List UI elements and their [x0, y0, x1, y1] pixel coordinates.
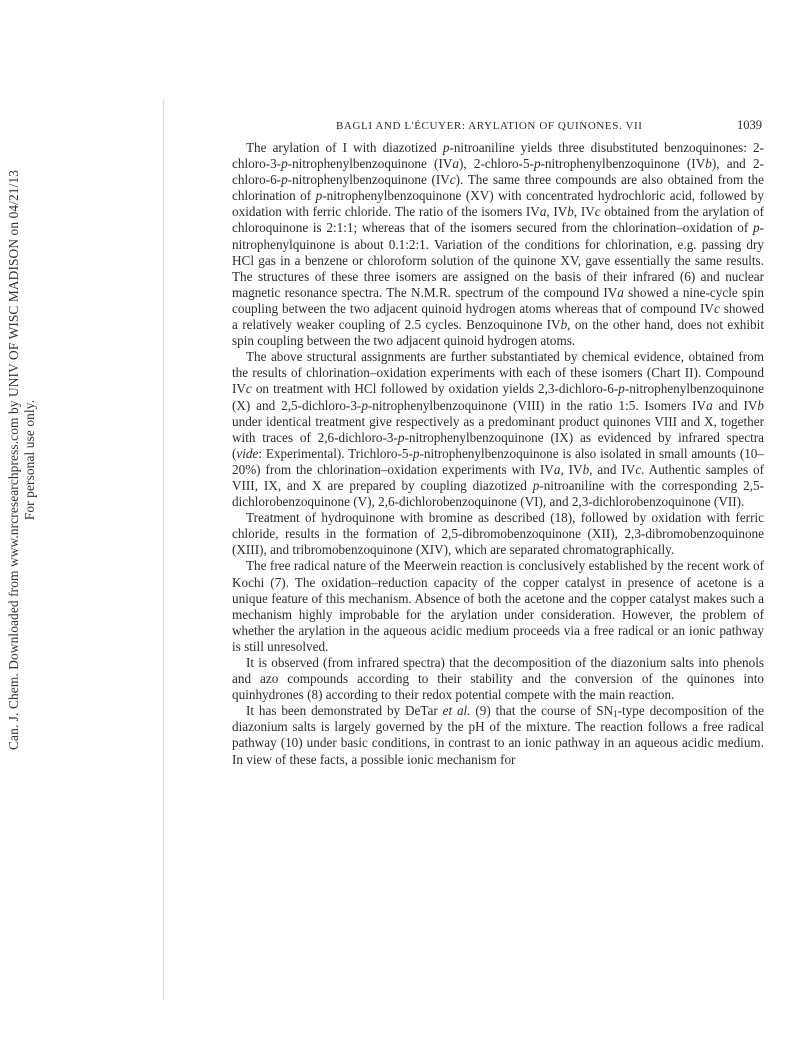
- paragraph: The above structural assignments are further substantiated by chemical evidence, obtained from the results of chlorination–oxidation experiments with each of these isomers (Chart II). Compound IVc on treatment with HCl followed by oxidation yields 2,3-dichloro-6-p-nitrophenylbenzoquinone (X) and 2,5-dichloro-3-p-nitrophenylbenzoquinone (VIII) in the ratio 1:5. Isomers IVa and IVb under identical treatment give respectively as a predominant product quinones VIII and X, together with traces of 2,6-dichloro-3-p-nitrophenylbenzoquinone (IX) as evidenced by infrared spectra (vide: Experimental). Trichloro-5-p-nitrophenylbenzoquinone is also isolated in small amounts (10–20%) from the chlorination–oxidation experiments with IVa, IVb, and IVc. Authentic samples of VIII, IX, and X are prepared by coupling diazotized p-nitroaniline with the corresponding 2,5-dichlorobenzoquinone (V), 2,6-dichlorobenzoquinone (VI), and 2,3-dichlorobenzoquinone (VII).: [232, 349, 765, 510]
- paragraph: The free radical nature of the Meerwein reaction is conclusively established by the recent work of Kochi (7). The oxidation–reduction capacity of the copper catalyst in presence of acetone is a unique feature of this mechanism. Absence of both the acetone and the copper catalyst makes such a mechanism highly improbable for the arylation under consideration. However, the problem of whether the arylation in the aqueous acidic medium proceeds via a free radical or an ionic pathway is still unresolved.: [232, 558, 764, 654]
- page-header: [232, 118, 762, 134]
- running-title: BAGLI AND L'ÉCUYER: ARYLATION OF QUINONES. VII: [336, 120, 643, 132]
- margin-rule: [163, 100, 164, 1000]
- watermark-text: [6, 170, 38, 750]
- watermark-line-2: For personal use only.: [22, 399, 37, 521]
- body-text: [232, 140, 764, 768]
- page-number: 1039: [737, 118, 762, 132]
- paragraph: It is observed (from infrared spectra) that the decomposition of the diazonium salts into phenols and azo compounds according to their stability and the conversion of the quinones into quinhydrones (8) according to their redox potential compete with the main reaction.: [232, 655, 764, 703]
- paragraph: Treatment of hydroquinone with bromine as described (18), followed by oxidation with ferric chloride, results in the formation of 2,5-dibromobenzoquinone (XII), 2,3-dibromobenzoquinone (XIII), and tribromobenzoquinone (XIV), which are separated chromatographically.: [232, 510, 764, 558]
- download-watermark: [4, 150, 40, 770]
- paragraph: The arylation of I with diazotized p-nitroaniline yields three disubstituted benzoquinones: 2-chloro-3-p-nitrophenylbenzoquinone (IVa), 2-chloro-5-p-nitrophenylbenzoquinone (IVb), and 2-chloro-6-p-nitrophenylbenzoquinone (IVc). The same three compounds are also obtained from the chlorination of p-nitrophenylbenzoquinone (XV) with concentrated hydrochloric acid, followed by oxidation with ferric chloride. The ratio of the isomers IVa, IVb, IVc obtained from the arylation of chloroquinone is 2:1:1; whereas that of the isomers secured from the chlorination–oxidation of p-nitrophenylquinone is about 0.1:2:1. Variation of the conditions for chlorination, e.g. passing dry HCl gas in a benzene or chloroform solution of the quinone XV, gave essentially the same results. The structures of these three isomers are assigned on the basis of their infrared (6) and nuclear magnetic resonance spectra. The N.M.R. spectrum of the compound IVa showed a nine-cycle spin coupling between the two adjacent quinoid hydrogen atoms whereas that of compound IVc showed a relatively weaker coupling of 2.5 cycles. Benzoquinone IVb, on the other hand, does not exhibit spin coupling between the two adjacent quinoid hydrogen atoms.: [232, 140, 765, 349]
- watermark-line-1: Can. J. Chem. Downloaded from www.nrcresearchpress.com by UNIV OF WISC MADISON on 04/21/13: [6, 169, 21, 751]
- paragraph: It has been demonstrated by DeTar et al. (9) that the course of $SN_1$-type decomposition of the diazonium salts is largely governed by the pH of the mixture. The reaction follows a free radical pathway (10) under basic conditions, in contrast to an ionic pathway in an aqueous acidic medium. In view of these facts, a possible ionic mechanism for: [232, 703, 765, 767]
